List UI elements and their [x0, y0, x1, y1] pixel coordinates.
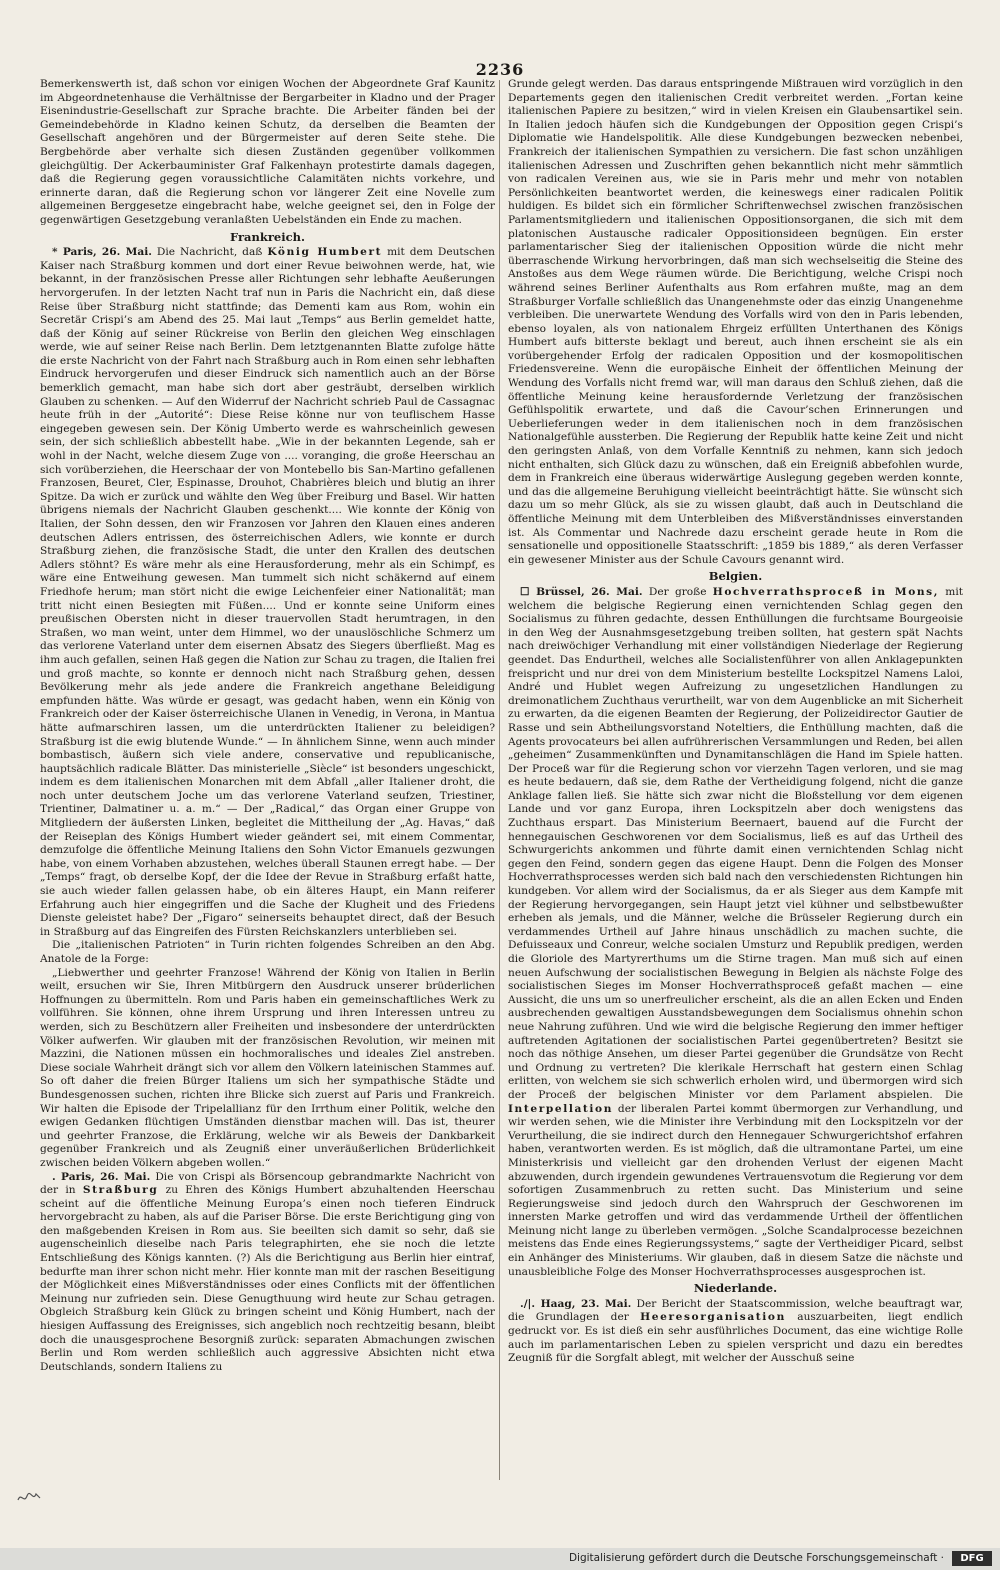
- heading-frankreich: Frankreich.: [230, 229, 305, 244]
- right-column: [508, 78, 963, 1483]
- emphasis-interpellation: Interpellation: [508, 1102, 614, 1115]
- emphasis-heeresorganisation: Heeresorganisation: [640, 1311, 786, 1324]
- dateline-paris-1: * Paris, 26. Mai.: [52, 246, 152, 259]
- article-text: mit dem Deutschen Kaiser nach Straßburg kommen und dort einer Revue beiwohnen werde, hat, wie bekannt, in der französischen Presse aller Richtungen sehr lebhafte Aeußerungen hervorgerufen. In der letzten Nacht traf nun in Paris die Nachricht ein, daß diese Reise über Straßburg nicht stattfinde; das Dementi kam aus Rom, wohin ein Secretär Crispi’s am Abend des 25. Mai laut „Temps“ aus Berlin gemeldet hatte, daß der König auf seiner Rückreise von Berlin den gleichen Weg einschlagen werde, wie auf seiner Reise nach Berlin. Dem letztgenannten Blatte zufolge hätte die erste Nachricht von der Fahrt nach Straßburg auch in Rom einen sehr lebhaften Eindruck hervorgerufen und dieser Eindruck sich namentlich auch an der Börse bemerklich gemacht, man habe sich dort aber gesträubt, derselben wirklich Glauben zu schenken. — Auf den Widerruf der Nachricht schrieb Paul de Cassagnac heute früh in der „Autorité“: Diese Reise könne nur von teuflischem Hasse eingegeben gewesen sein. Der König Umberto werde es wahrscheinlich gewesen sein, der sich schließlich abbestellt habe. „Wie in der bekannten Legende, sah er wohl in der Nacht, welche diesem Zuge von .... voranging, die große Heerschau an sich vorüberziehen, die Heerschaar der von Montebello bis San-Martino gefallenen Franzosen, Beuret, Cler, Espinasse, Drouhot, Chabrières bleich und blutig an ihrer Spitze. Da wich er zurück und wählte den Weg über Freiburg und Basel. Wir hatten übrigens niemals der Nachricht Glauben geschenkt.... Wie konnte der König von Italien, der Sohn dessen, den wir Franzosen vor Jahren den Klauen eines anderen deutschen Adlers entrissen, des österreichischen Adlers, wie konnte er durch Straßburg ziehen, die französische Stadt, die unter den Krallen des deutschen Adlers stöhnt? Es wäre mehr als eine Herausforderung, mehr als ein Schimpf, es wäre eine Entweihung gewesen. Man tummelt sich nicht schäkernd auf einem Friedhofe herum; man stört nicht die ewige Leichenfeier einer Nationalität; man tritt nicht einen Besiegten mit Füßen.... Und er konnte seine Uniform eines preußischen Obersten nicht in dieser trauervollen Stadt herumtragen, in den Straßen, wo man weint, unter dem Himmel, wo der unauslöschliche Schmerz um das verlorene Vaterland unter dem eisernen Absatz des Siegers überfließt. Mag es ihm auch gefallen, seinen Haß gegen die Nation zur Schau zu tragen, die Italien frei und groß machte, so konnte er dennoch nicht nach Straßburg gehen, dessen Bevölkerung mehr als jede andere die Frankreich angethane Beleidigung empfunden hätte. Was würde er gesagt, was gedacht haben, wenn ein König von Frankreich oder der Kaiser österreichische Ulanen in Venedig, in Verona, in Mantua hätte aufmarschiren lassen, um die unterdrückten Italiener zu beleidigen? Straßburg ist die ewig blutende Wunde.“ — In ähnlichem Sinne, wenn auch minder bombastisch, äußern sich viele andere, conservative und republicanische, hauptsächlich radicale Blätter. Das ministerielle „Siècle“ ist besonders ungeschickt, indem es dem italienischen Monarchen mit dem Abfall „aller Italiener droht, die noch unter deutschem Joche um das verlorene Vaterland seufzen, Triestiner, Trientiner, Dalmatiner u. a. m.“ — Der „Radical,“ das Organ einer Gruppe von Mitgliedern der äußersten Linken, begleitet die Mittheilung der „Ag. Havas,“ daß der Reiseplan des Königs Humbert wieder geändert sei, mit einem Commentar, demzufolge die öffentliche Meinung Italiens den Sohn Victor Emanuels gezwungen habe, von einem Vorhaben abzustehen, welches überall Staunen erregt habe. — Der „Temps“ fragt, ob derselbe Kopf, der die Idee der Revue in Straßburg erfaßt hatte, sie auch wieder fallen gelassen habe, ob ein älteres Haupt, ein Mann reiferer Erfahrung auch hier eingegriffen und die Sache der Klugheit und des Friedens Dienste geleistet habe? Der „Figaro“ seinerseits behauptet direct, daß der Besuch in Straßburg auf das Eingreifen des Fürsten Reichskanzlers unterblieben sei.: [40, 246, 495, 938]
- article-text: zu Ehren des Königs Humbert abzuhaltenden Heerschau scheint auf die öffentliche Meinung Europa’s einen noch tieferen Eindruck hervorgebracht zu haben, als auf die Pariser Börse. Die erste Berichtigung ging von den maßgebenden Kreisen in Rom aus. Sie beeilten sich damit so sehr, daß sie augenscheinlich dieselbe nach Paris telegraphirten, ehe sie noch die letzte Entschließung des Königs kannten. (?) Als die Berichtigung aus Berlin hier eintraf, bedurfte man ihrer schon nicht mehr. Hier konnte man mit der raschen Beseitigung der Möglichkeit eines Mißverständnisses oder eines Conflicts mit der öffentlichen Meinung nur zufrieden sein. Diese Genugthuung wird heute zur Schau getragen. Obgleich Straßburg kein Glück zu bringen scheint und König Humbert, nach der hiesigen Auffassung des Ereignisses, sich angeblich noch rechtzeitig besann, bleibt doch die unausgesprochene Besorgniß zurück: separaten Abmachungen zwischen Berlin und Rom werden schließlich auch aggressive Absichten nicht etwa Deutschlands, sondern Italiens zu: [40, 1184, 495, 1373]
- column-divider: [499, 80, 500, 1480]
- paragraph-continuation: Grunde gelegt werden. Das daraus entspringende Mißtrauen wird vorzüglich in den Departements gegen den italienischen Credit verbreitet werden. „Fortan keine italienischen Papiere zu besitzen,“ wird in vielen Kreisen ein Glaubensartikel sein. In Italien jedoch häufen sich die Kundgebungen der Opposition gegen Crispi’s Diplomatie wie Handelspolitik. Alle diese Kundgebungen bezwecken nebenbei, Frankreich der italienischen Sympathien zu versichern. Die fast schon unzähligen italienischen Adressen und Zuschriften gehen bekanntlich nicht mehr sämmtlich von radicalen Vereinen aus, wie sie in Paris mehr und mehr von notablen Persönlichkeiten beantwortet werden, die keineswegs einer radicalen Politik huldigen. Es bildet sich ein förmlicher Schriftenwechsel zwischen französischen Parlamentsmitgliedern und italienischen Oppositionsorganen, die sich mit dem platonischen Austausche radicaler Oppositionsideen begnügen. Ein erster parlamentarischer Sieg der italienischen Opposition würde die nicht mehr überraschende Wirkung hervorbringen, daß man sich wechselseitig die Steine des Anstoßes aus dem Wege räumen würde. Die Berichtigung, welche Crispi noch während seines Berliner Aufenthalts aus Rom erfahren mußte, mag an dem Straßburger Vorfalle schließlich das Unangenehmste oder das einzig Unangenehme verbleiben. Die unerwartete Wendung des Vorfalls wird von den in Paris lebenden, ebenso loyalen, als von nationalem Ehrgeiz erfüllten Unterthanen des Königs Humbert aufs bitterste beklagt und bereut, auch ihnen erscheint sie als ein vorübergehender Erfolg der radicalen Opposition und der kosmopolitischen Friedensvereine. Wenn die europäische Einheit der öffentlichen Meinung der Wendung des Vorfalls nicht fremd war, will man daraus den Schluß ziehen, daß die öffentliche Meinung keine herausfordernde Verletzung der französischen Gefühlspolitik erwartete, und daß die Cavour’schen Erinnerungen und Ueberlieferungen weder in dem italienischen noch in dem französischen Nationalgefühle aussterben. Die Regierung der Republik hatte keine Zeit und nicht den geringsten Anlaß, von dem Vorfalle Kenntniß zu nehmen, kann sich jedoch nicht enthalten, sich Glück dazu zu wünschen, daß ein Ereigniß abbefohlen wurde, dem in Frankreich eine überaus widerwärtige Auslegung gegeben werden konnte, und das die allgemeine Beruhigung vielleicht beeinträchtigt hätte. Sie wünscht sich dazu um so mehr Glück, als sie zu wissen glaubt, daß auch in Deutschland die öffentliche Meinung mit dem Unterbleiben des Mißverständnisses einverstanden ist. Als Commentar und Nachrede dazu erscheint gerade heute in Rom die sensationelle und oppositionelle Staatsschrift: „1859 bis 1889,“ als deren Verfasser ein gewesener Minister aus der Schule Cavours genannt wird.: [508, 78, 963, 566]
- article-text: Die Nachricht, daß: [156, 246, 263, 259]
- heading-niederlande: Niederlande.: [693, 1281, 778, 1296]
- emphasis-hochverrathsprocess: Hochverrathsproceß in Mons,: [712, 585, 940, 598]
- article-text: der liberalen Partei kommt übermorgen zur Verhandlung, und wir werden sehen, wie die Minister ihre Verbindung mit den Lockspitzeln vor der Verurtheilung, die sie indirect durch den Hennegauer Schwurgerichtshof erfahren haben, verantworten werden. Es ist möglich, daß die ultramontane Partei, um eine Ministerkrisis und vielleicht gar den drohenden Verlust der eigenen Macht abzuwenden, durch irgendein gewundenes Vertrauensvotum die Regierung vor dem sofortigen Zusammenbruch zu retten sucht. Das Ministerium und seine Regierungsweise sind jedoch durch den Wahrspruch der Geschworenen im innersten Marke getroffen und wird das verdammende Urtheil der öffentlichen Meinung nicht lange zu überleben vermögen. „Solche Scandalprocesse bezeichnen meistens das Ende eines Regierungssystems,“ sagte der Vertheidiger Picard, selbst ein Anhänger des Ministeriums. Wir glauben, daß in diesem Satze die nächste und unausbleibliche Folge des Monser Hochverrathsprocesses ausgesprochen ist.: [508, 1102, 963, 1278]
- footer-bar: [0, 1548, 1000, 1570]
- article-bruessel: [508, 586, 963, 1279]
- article-text: Der Bericht der Staatscommission, welche beauftragt war, die Grundlagen der: [508, 1297, 963, 1324]
- emphasis-koenig-humbert: König Humbert: [267, 246, 383, 259]
- heading-belgien: Belgien.: [708, 569, 763, 584]
- dateline-bruessel: ☐ Brüssel, 26. Mai.: [520, 585, 643, 598]
- dateline-paris-2: . Paris, 26. Mai.: [52, 1170, 151, 1183]
- article-haag: [508, 1298, 963, 1366]
- paragraph-intro: Bemerkenswerth ist, daß schon vor einigen Wochen der Abgeordnete Graf Kaunitz im Abgeordnetenhause die Verhältnisse der Bergarbeiter in Kladno und der Prager Eisenindustrie-Gesellschaft zur Sprache brachte. Die Arbeiter fänden bei der Gemeindebehörde in Kladno keinen Schutz, da derselben die Beamten der Gesellschaft angehören und der Bürgermeister auf deren Seite stehe. Die Bergbehörde aber verhalte sich diesen Zuständen gegenüber vollkommen gleichgültig. Der Ackerbauminister Graf Falkenhayn protestirte damals dagegen, daß die Regierung gegen voraussichtliche Calamitäten nichts vorkehre, und erinnerte daran, daß die Regierung schon vor längerer Zeit eine Novelle zum allgemeinen Berggesetze eingebracht habe, welche geeignet sei, den in Folge der gegenwärtigen Gesetzgebung veranlaßten Uebelständen ein Ende zu machen.: [40, 78, 495, 226]
- article-text: auszuarbeiten, liegt endlich gedruckt vor. Es ist dieß ein sehr ausführliches Document, das eine wichtige Rolle auch im parlamentarischen Leben zu spielen verspricht und dazu ein beredtes Zeugniß für die Sorgfalt ablegt, mit welcher der Ausschuß seine: [508, 1311, 963, 1365]
- article-text: mit welchem die belgische Regierung einen vernichtenden Schlag gegen den Socialismus zu führen gedachte, dessen Enthüllungen die furchtsame Bourgeoisie in den Weg der Ausnahmsgesetzgebung treiben sollten, hat gestern spät Nachts nach dreiwöchiger Verhandlung mit einer vollständigen Niederlage der Regierung geendet. Das Endurtheil, welches alle Socialistenführer von allen Anklagepunkten freispricht und nur drei von dem Ministerium bestellte Lockspitzel Namens Laloi, André und Hublet wegen Aufreizung zu ungesetzlichen Handlungen zu dreimonatlichem Zuchthaus verurtheilt, war von dem Augenblicke an mit Sicherheit zu erwarten, da die eigenen Beamten der Regierung, der Polizeidirector Gautier de Rasse und sein Abtheilungsvorstand Noteltiers, die Enthüllung machten, daß die Agents provocateurs bei allen aufrührerischen Versammlungen und Reden, bei allen „geheimen“ Zusammenkünften und Dynamitanschlägen die Hand im Spiele hatten. Der Proceß war für die Regierung schon vor vierzehn Tagen verloren, und sie mag es heute bedauern, daß sie, dem Rathe der Vertheidigung folgend, nicht die ganze Anklage fallen ließ. Sie hätte sich zwar nicht die Bloßstellung vor dem eigenen Lande und vor ganz Europa, ihren Lockspitzeln aber doch wenigstens das Zuchthaus erspart. Das Ministerium Beernaert, bauend auf die Furcht der hennegauischen Geschworenen vor dem Socialismus, ließ es auf das Urtheil des Schwurgerichts ankommen und führte damit einen vernichtenden Schlag nicht gegen den Feind, sondern gegen das eigene Haupt. Denn die Folgen des Monser Hochverrathsprocesses werden sich bald nach den verschiedensten Richtungen hin kundgeben. Vor allem wird der Socialismus, da er als Sieger aus dem Kampfe mit der Regierung hervorgegangen, sein Haupt jetzt viel kühner und selbstbewußter erheben als jemals, und die Männer, welche die Brüsseler Regierung durch ein verdammendes Urtheil auf Jahre hinaus unschädlich zu machen suchte, die Defuisseaux und Conreur, welche socialen Umsturz und Republik predigen, werden die Gloriole des Martyrerthums um die Stirne tragen. Man muß sich auf einen neuen Aufschwung der socialistischen Bewegung in Belgien als nächste Folge des socialistischen Sieges im Monser Hochverrathsproceß gefaßt machen — eine Aussicht, die uns um so unerfreulicher erscheint, als die an allen Ecken und Enden ausbrechenden gewaltigen Ausstandsbewegungen dem Socialismus ohnehin schon neue Nahrung zuführen. Und wie wird die belgische Regierung den immer heftiger auftretenden Agitationen der socialistischen Partei gegenübertreten? Besitzt sie noch das nöthige Ansehen, um dieser Partei gegenüber die Grundsätze von Recht und Ordnung zu vertreten? Die klerikale Herrschaft hat gestern einen Schlag erlitten, von welchem sie sich schwerlich erholen wird, und übermorgen wird sich der Proceß der belgischen Minister vor dem Parlament abspielen. Die: [508, 585, 963, 1101]
- page-number: 2236: [475, 60, 525, 79]
- footer-text: Digitalisierung gefördert durch die Deutsche Forschungsgemeinschaft ·: [568, 1552, 944, 1564]
- article-paris-1: [40, 246, 495, 939]
- paragraph-patrioten: Die „italienischen Patrioten“ in Turin richten folgendes Schreiben an den Abg. Anatole de la Forge:: [40, 939, 495, 965]
- scribble-icon: [16, 1488, 42, 1506]
- dateline-haag: ./|. Haag, 23. Mai.: [520, 1297, 632, 1310]
- article-text: Die von Crispi als Börsencoup gebrandmarkte Nachricht von der in: [40, 1170, 495, 1197]
- left-column: [40, 78, 495, 1483]
- dfg-logo: DFG: [952, 1551, 992, 1566]
- article-text: Der große: [648, 585, 707, 598]
- paragraph-letter: „Liebwerther und geehrter Franzose! Während der König von Italien in Berlin weilt, ersuchen wir Sie, Ihren Mitbürgern den Ausdruck unserer brüderlichen Hoffnungen zu übermitteln. Rom und Paris haben ein gemeinschaftliches Werk zu vollführen. Sie können, ohne ihrem Ursprung und ihren Interessen untreu zu werden, sich zu Beschützern aller Freiheiten und insbesondere der unterdrückten Völker aufwerfen. Wir glauben mit der französischen Revolution, wir meinen mit Mazzini, die Nationen müssen ein hochmoralisches und ideales Ziel anstreben. Diese sociale Wahrheit drängt sich vor allem den Völkern lateinischen Stammes auf. So oft daher die freien Bürger Italiens um sich her sympathische Städte und Bundesgenossen suchen, richten ihre Blicke sich zuerst auf Paris und Frankreich. Wir halten die Episode der Tripelallianz für den Irrthum einer Politik, welche den ewigen Gedanken flüchtigen Umständen dienstbar machen will. Das ist, theurer und geehrter Franzose, die Erklärung, welche wir als Beweis der Dankbarkeit gegenüber Frankreich und als Zeugniß einer unveräußerlichen Brüderlichkeit zwischen beiden Völkern abgeben wollen.“: [40, 966, 495, 1169]
- article-paris-2: [40, 1171, 495, 1375]
- emphasis-strassburg: Straßburg: [82, 1184, 159, 1197]
- corner-scribble-mark: [16, 1488, 42, 1506]
